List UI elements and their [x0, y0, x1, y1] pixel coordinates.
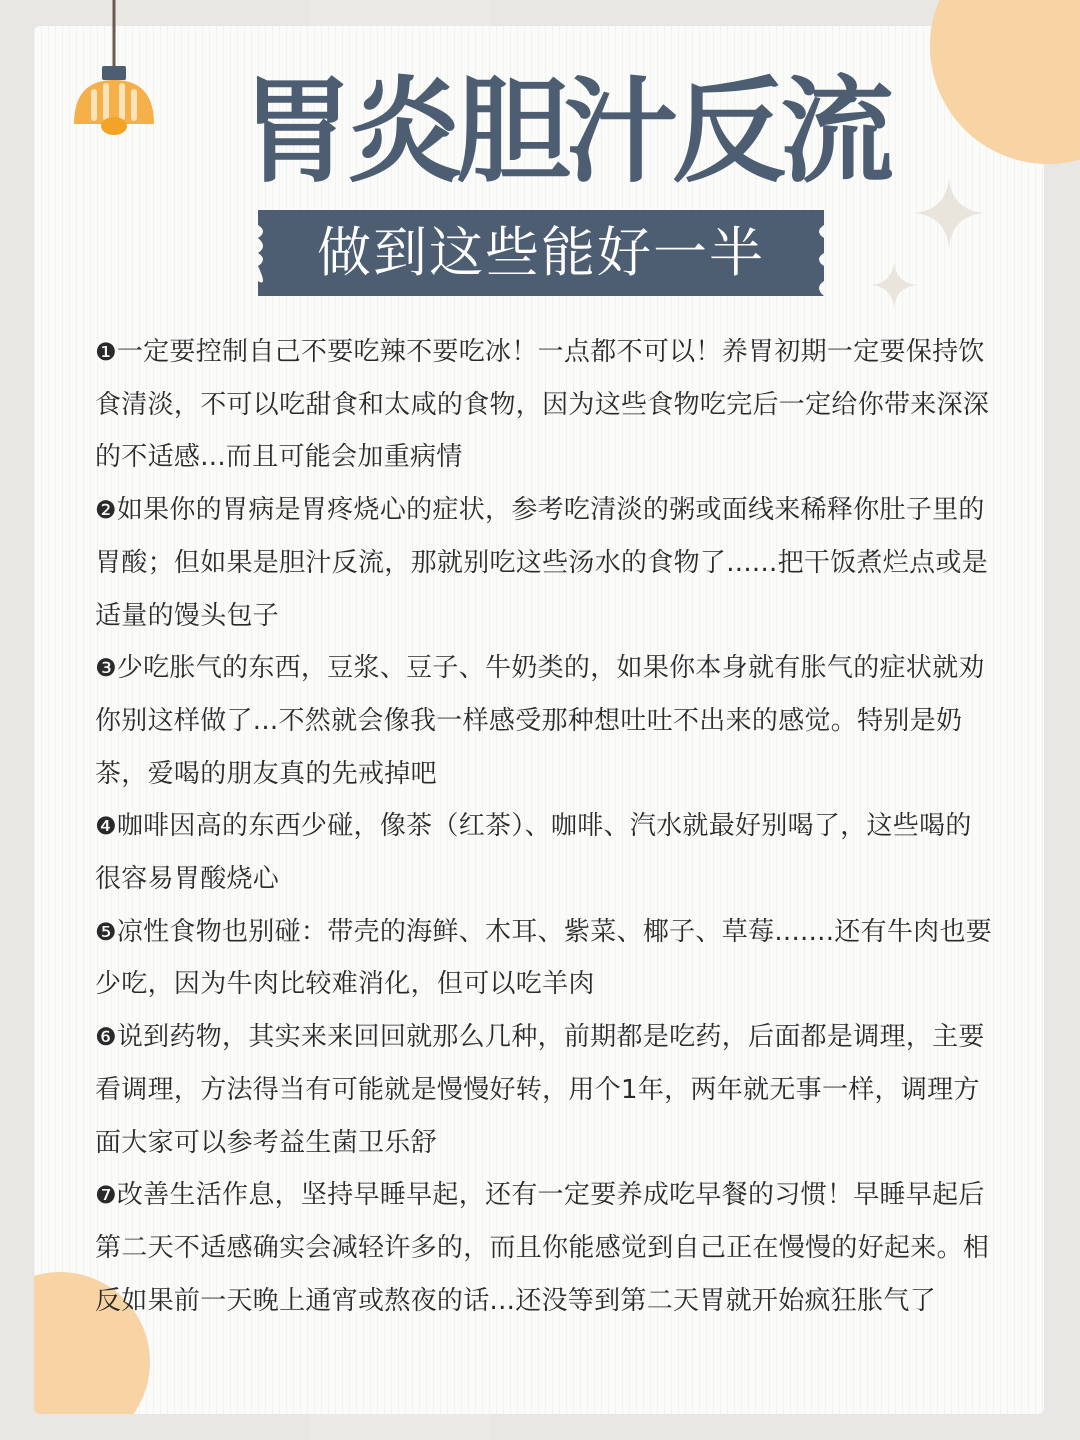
- item-text: 凉性食物也别碰：带壳的海鲜、木耳、紫菜、椰子、草莓.......还有牛肉也要少吃，因为牛肉比较难消化，但可以吃羊肉: [95, 916, 993, 1000]
- page-title: 胃炎胆汁反流: [240, 65, 889, 198]
- item-text: 少吃胀气的东西，豆浆、豆子、牛奶类的，如果你本身就有胀气的症状就劝你别这样做了...不然就会像我一样感受那种想吐吐不出来的感觉。特别是奶茶，爱喝的朋友真的先戒掉吧: [95, 653, 985, 789]
- item-number: ❷: [95, 496, 117, 525]
- list-item: [95, 326, 995, 484]
- item-text: 说到药物，其实来来回回就那么几种，前期都是吃药，后面都是调理，主要看调理，方法得当有可能就是慢慢好转，用个1年，两年就无事一样，调理方面大家可以参考益生菌卫乐舒: [95, 1022, 985, 1158]
- item-number: ❼: [95, 1181, 117, 1210]
- sparkle-icon: [914, 178, 984, 248]
- item-number: ❻: [95, 1023, 117, 1052]
- item-number: ❸: [95, 654, 117, 683]
- item-text: 改善生活作息，坚持早睡早起，还有一定要养成吃早餐的习惯！早睡早起后第二天不适感确实会减轻许多的，而且你能感觉到自己正在慢慢的好起来。相反如果前一天晚上通宵或熬夜的话...还没等到第二天胃就开始疯狂胀气了: [95, 1180, 990, 1316]
- item-text: 一定要控制自己不要吃辣不要吃冰！一点都不可以！养胃初期一定要保持饮食清淡，不可以吃甜食和太咸的食物，因为这些食物吃完后一定给你带来深深的不适感...而且可能会加重病情: [95, 337, 990, 473]
- pendant-lamp-icon: [66, 0, 162, 146]
- item-number: ❶: [95, 338, 117, 366]
- item-number: ❺: [95, 917, 117, 946]
- item-number: ❹: [95, 812, 117, 841]
- tips-list: [95, 326, 995, 1327]
- list-item: [95, 484, 995, 642]
- list-item: [95, 800, 995, 905]
- list-item: [95, 906, 995, 1011]
- item-text: 如果你的胃病是胃疼烧心的症状，参考吃清淡的粥或面线来稀释你肚子里的胃酸；但如果是胆汁反流，那就别吃这些汤水的食物了......把干饭煮烂点或是适量的馒头包子: [95, 495, 988, 631]
- list-item: [95, 1169, 995, 1327]
- item-text: 咖啡因高的东西少碰，像茶（红茶）、咖啡、汽水就最好别喝了，这些喝的很容易胃酸烧心: [95, 811, 972, 895]
- sparkle-icon: [871, 262, 917, 308]
- subtitle: 做到这些能好一半: [317, 221, 765, 284]
- list-item: [95, 642, 995, 800]
- subtitle-banner: [258, 210, 824, 296]
- list-item: [95, 1011, 995, 1169]
